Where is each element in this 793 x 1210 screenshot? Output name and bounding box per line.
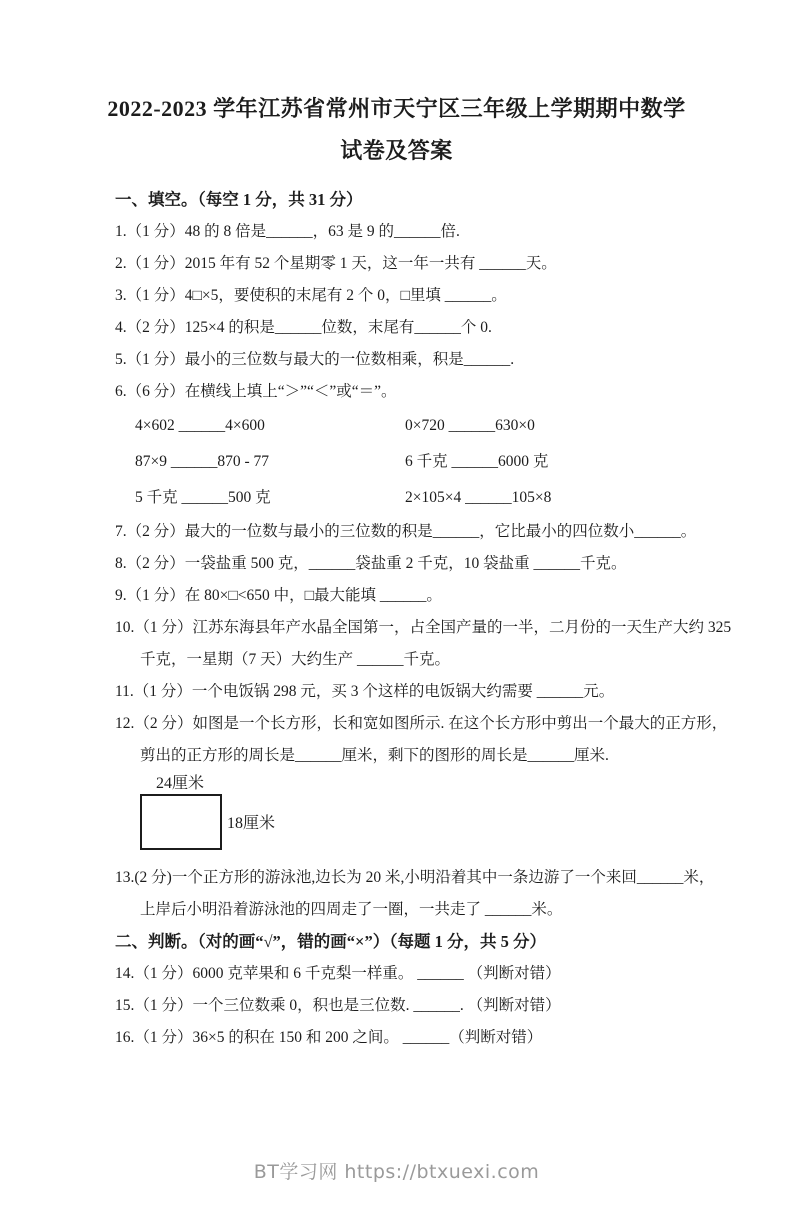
question-5: 5.（1 分）最小的三位数与最大的一位数相乘，积是______. [115,351,515,368]
question-9: 9.（1 分）在 80×□<650 中，□最大能填 ______。 [115,587,442,604]
figure-width-label: 24厘米 [156,775,205,792]
rectangle-figure [140,774,733,856]
question-13-line1: 13.(2 分)一个正方形的游泳池,边长为 20 米,小明沿着其中一条边游了一个来回______米， [115,869,715,886]
question-8: 8.（2 分）一袋盐重 500 克，______袋盐重 2 千克，10 袋盐重 ______千克。 [115,555,627,572]
section-1-heading: 一、填空。（每空 1 分，共 31 分） [115,190,363,209]
question-10-line2: 千克，一星期（7 天）大约生产 ______千克。 [140,651,451,668]
site-watermark: BT学习网 https://btxuexi.com [253,1161,540,1183]
question-6-compare-row [115,408,733,444]
compare-item: 5 千克 ______500 克 [135,489,271,506]
question-6-compare-row [115,444,733,480]
question-15: 15.（1 分）一个三位数乘 0，积也是三位数. ______. （判断对错） [115,997,561,1014]
question-12-line2: 剪出的正方形的周长是______厘米，剩下的图形的周长是______厘米. [140,747,609,764]
compare-item: 6 千克 ______6000 克 [405,453,549,470]
compare-item: 87×9 ______870 - 77 [135,453,270,470]
exam-title-line2: 试卷及答案 [340,138,453,163]
question-6-compare-row [115,480,733,516]
rectangle-shape [140,794,222,850]
question-1: 1.（1 分）48 的 8 倍是______，63 是 9 的______倍. [115,223,460,240]
question-4: 4.（2 分）125×4 的积是______位数，末尾有______个 0. [115,319,492,336]
compare-item: 2×105×4 ______105×8 [405,489,552,506]
exam-body [0,184,793,1054]
exam-title [0,88,793,172]
question-12-line1: 12.（2 分）如图是一个长方形，长和宽如图所示. 在这个长方形中剪出一个最大的正方形， [115,715,728,732]
question-3: 3.（1 分）4□×5，要使积的末尾有 2 个 0，□里填 ______。 [115,287,507,304]
question-2: 2.（1 分）2015 年有 52 个星期零 1 天，这一年一共有 ______天。 [115,255,557,272]
question-10-line1: 10.（1 分）江苏东海县年产水晶全国第一，占全国产量的一半，二月份的一天生产大约 325 [115,619,732,636]
exam-title-line1: 2022-2023 学年江苏省常州市天宁区三年级上学期期中数学 [107,96,686,121]
question-16: 16.（1 分）36×5 的积在 150 和 200 之间。 ______（判断对错） [115,1029,543,1046]
section-2-heading: 二、判断。（对的画“√”，错的画“×”）（每题 1 分，共 5 分） [115,932,546,951]
question-14: 14.（1 分）6000 克苹果和 6 千克梨一样重。 ______ （判断对错） [115,965,561,982]
figure-height-label: 18厘米 [227,815,276,832]
compare-item: 0×720 ______630×0 [405,417,535,434]
question-6: 6.（6 分）在横线上填上“＞”“＜”或“＝”。 [115,383,397,400]
question-7: 7.（2 分）最大的一位数与最小的三位数的积是______，它比最小的四位数小______。 [115,523,697,540]
compare-item: 4×602 ______4×600 [135,417,265,434]
question-13-line2: 上岸后小明沿着游泳池的四周走了一圈，一共走了 ______米。 [140,901,563,918]
question-11: 11.（1 分）一个电饭锅 298 元，买 3 个这样的电饭锅大约需要 ______元。 [115,683,615,700]
